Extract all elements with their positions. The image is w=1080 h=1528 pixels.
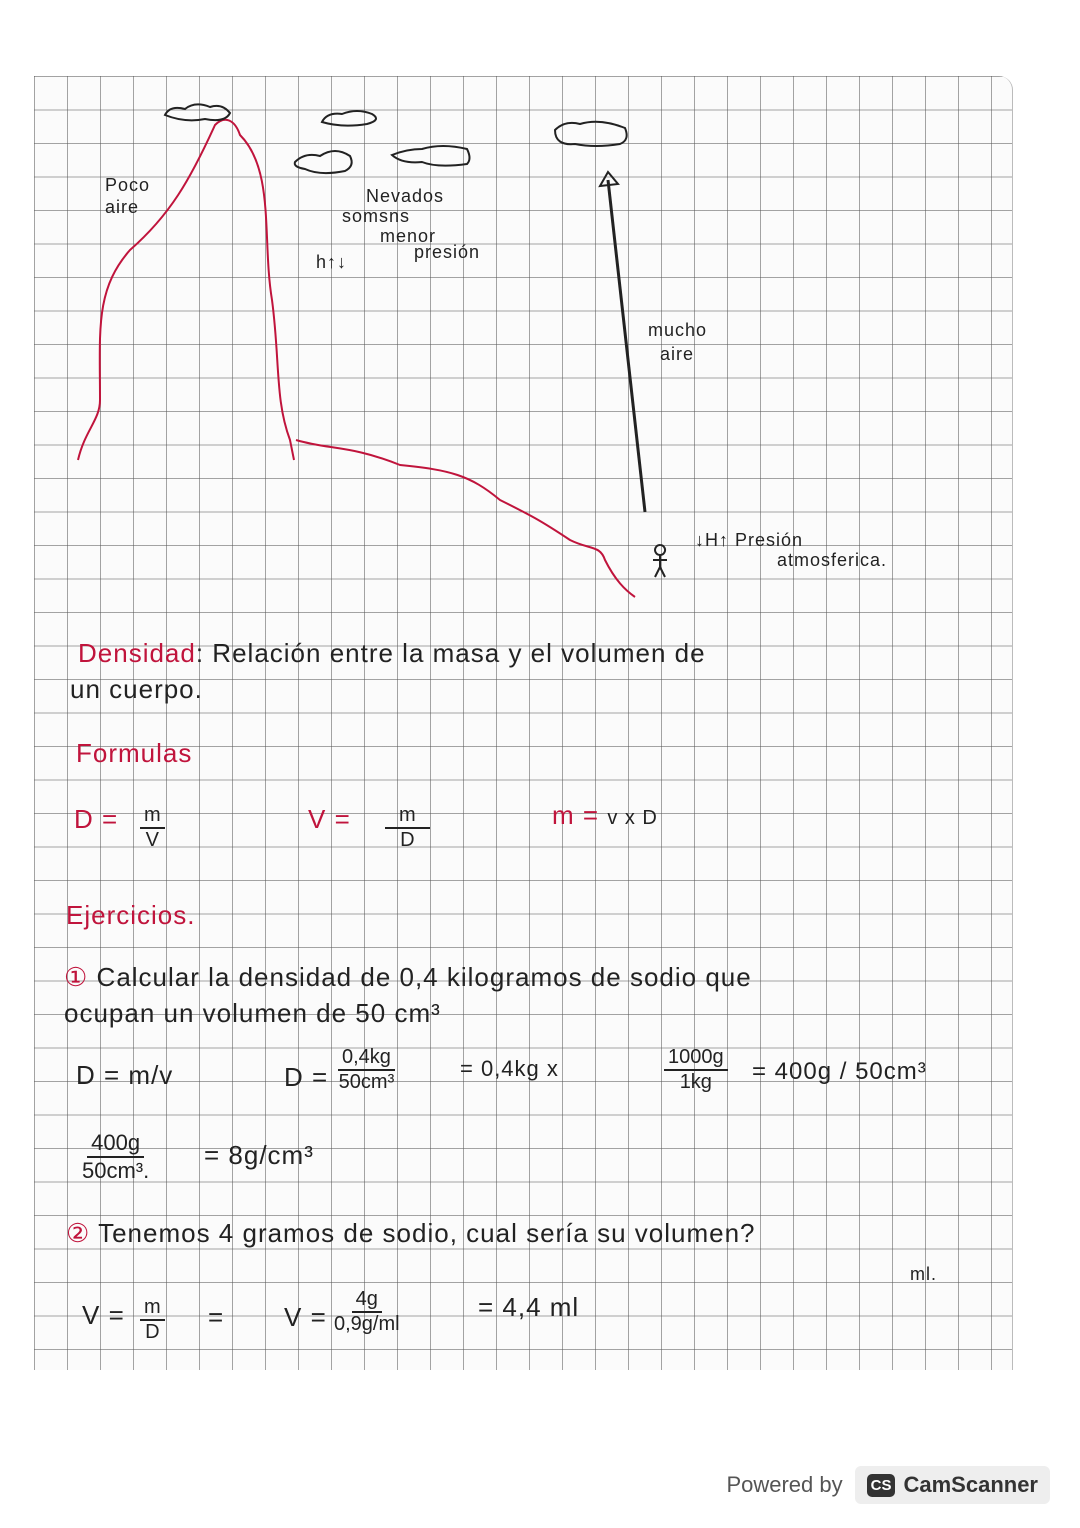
altitude-arrow xyxy=(608,180,645,512)
exercise-2-lhs: V = xyxy=(82,1300,125,1330)
cloud-icon xyxy=(165,104,230,120)
definition-line-1 xyxy=(78,638,706,669)
cloud-icon xyxy=(555,122,627,146)
numerator: 1000g xyxy=(664,1046,728,1071)
definition-line-2: un cuerpo. xyxy=(70,674,203,704)
cloud-icon xyxy=(392,146,470,166)
aire-text: aire xyxy=(105,197,140,217)
exercise-2-unit-note: ml. xyxy=(910,1264,937,1284)
mucho-text: mucho xyxy=(648,320,708,340)
mountain-outline xyxy=(78,120,294,460)
numerator: 400g xyxy=(87,1130,144,1158)
formula-m-rhs: v x D xyxy=(607,807,658,829)
nevados-label xyxy=(342,186,480,262)
formula-m-lhs: m = xyxy=(552,800,600,830)
numerator: m xyxy=(385,804,430,829)
nevados-text: Nevados xyxy=(366,186,445,206)
person-icon xyxy=(653,545,667,577)
atmosferica-text: atmosferica. xyxy=(777,550,888,570)
camscanner-logo-icon: CS xyxy=(867,1474,896,1497)
exercise-1-result-fraction xyxy=(82,1130,149,1184)
powered-by-text: Powered by xyxy=(726,1472,843,1497)
exercise-1-step1-fraction xyxy=(338,1046,395,1094)
exercise-2-text: Tenemos 4 gramos de sodio, cual sería su volumen? xyxy=(98,1218,756,1248)
exercise-2-step-lhs: V = xyxy=(284,1302,327,1332)
exercises-heading: Ejercicios. xyxy=(66,900,196,930)
cloud-icon xyxy=(322,111,376,126)
exercise-1-step2: = 0,4kg x xyxy=(460,1056,559,1081)
exercise-1-line-1 xyxy=(64,962,752,993)
presion-text: presión xyxy=(414,242,481,262)
poco-text: Poco xyxy=(105,175,151,195)
exercise-2-equals: = xyxy=(208,1302,225,1332)
poco-aire-label xyxy=(105,174,150,218)
numerator: 4g xyxy=(352,1288,382,1313)
numerator: m xyxy=(140,804,165,829)
formula-v-fraction xyxy=(385,804,430,852)
slope-outline xyxy=(296,440,635,597)
menor-text: menor xyxy=(380,226,437,246)
exercise-1-text: Calcular la densidad de 0,4 kilogramos de sodio que xyxy=(96,962,752,992)
camscanner-badge xyxy=(855,1466,1050,1504)
denominator: D xyxy=(145,1321,160,1343)
denominator: V xyxy=(145,829,159,851)
denominator: 50cm³. xyxy=(82,1158,150,1183)
formula-m xyxy=(552,800,658,831)
exercise-1-step1-lhs: D = xyxy=(284,1062,329,1092)
formulas-heading: Formulas xyxy=(76,738,193,768)
exercise-1-step3: = 400g / 50cm³ xyxy=(752,1058,927,1085)
height-label: h↑↓ xyxy=(316,252,348,272)
denominator: 1kg xyxy=(679,1071,712,1093)
exercise-1-result: = 8g/cm³ xyxy=(204,1140,314,1170)
formula-v-lhs: V = xyxy=(308,804,351,834)
denominator: 50cm³ xyxy=(338,1071,395,1093)
mucho-aire-label xyxy=(648,318,707,366)
exercise-1-formula: D = m/v xyxy=(76,1060,174,1090)
exercise-1-line-2: ocupan un volumen de 50 cm³ xyxy=(64,998,441,1028)
somsns-text: somsns xyxy=(342,206,411,226)
exercise-1-number: ① xyxy=(64,962,89,992)
formula-d-lhs: D = xyxy=(74,804,119,834)
numerator: m xyxy=(140,1296,165,1321)
definition-term: Densidad xyxy=(78,638,196,668)
camscanner-brand: CamScanner xyxy=(903,1472,1038,1497)
camscanner-watermark xyxy=(726,1466,1050,1504)
cloud-icon xyxy=(295,151,352,173)
denominator: 0,9g/ml xyxy=(334,1313,400,1335)
numerator: 0,4kg xyxy=(338,1046,395,1071)
definition-text: : Relación entre la masa y el volumen de xyxy=(195,638,706,668)
exercise-2-number: ② xyxy=(66,1218,91,1248)
formula-d-fraction xyxy=(140,804,165,852)
presion-atmosferica-label xyxy=(695,530,887,570)
exercise-2-formula-fraction xyxy=(140,1296,165,1344)
exercise-1-conversion-fraction xyxy=(664,1046,728,1094)
presion-text: ↓H↑ Presión xyxy=(695,530,804,550)
exercise-2-line-1 xyxy=(66,1218,756,1249)
exercise-2-result: = 4,4 ml xyxy=(478,1292,580,1322)
denominator: D xyxy=(400,829,415,851)
aire-text: aire xyxy=(660,344,695,364)
exercise-2-step-fraction xyxy=(334,1288,400,1336)
